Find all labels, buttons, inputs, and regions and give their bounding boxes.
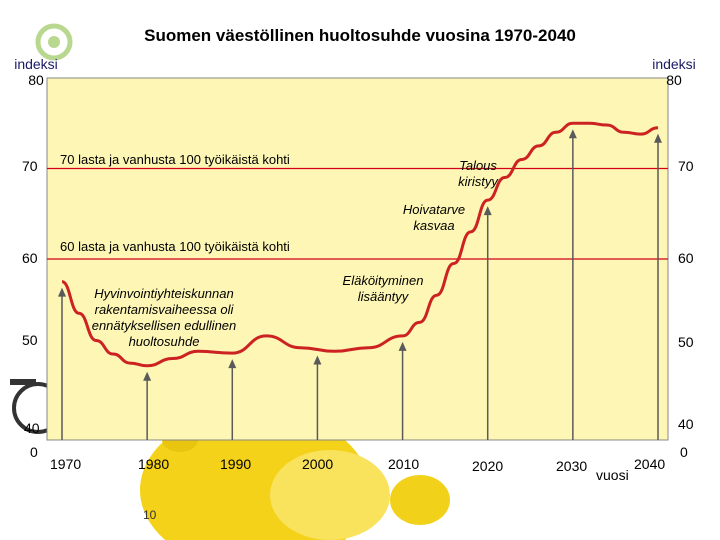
- y-label-right-text: indeksi: [652, 56, 696, 72]
- x-tick-1970: 1970: [50, 456, 82, 472]
- y-label-left-value: 80: [28, 72, 44, 88]
- annotation-hoivatarve: Hoivatarve kasvaa: [402, 202, 466, 233]
- annotation-talous: Talous kiristyy: [458, 158, 498, 189]
- ref-label-70: 70 lasta ja vanhusta 100 työikäistä kohti: [60, 152, 290, 167]
- y-tick-right-0: 0: [680, 444, 688, 460]
- y-tick-right-40: 40: [678, 416, 694, 432]
- x-tick-2040: 2040: [634, 456, 666, 472]
- annotation-elakoityminen: Eläköityminen lisääntyy: [342, 273, 424, 304]
- y-tick-right-70: 70: [678, 158, 694, 174]
- x-axis-unit: vuosi: [596, 467, 629, 483]
- x-tick-1980: 1980: [138, 456, 170, 472]
- y-tick-left-70: 70: [22, 158, 38, 174]
- y-tick-left-50: 50: [22, 332, 38, 348]
- x-tick-1990: 1990: [220, 456, 252, 472]
- x-tick-2000: 2000: [302, 456, 334, 472]
- y-tick-right-50: 50: [678, 334, 694, 350]
- extra-tick-10: 10: [143, 508, 157, 522]
- y-tick-left-40: 40: [24, 420, 40, 436]
- ref-label-60: 60 lasta ja vanhusta 100 työikäistä kohti: [60, 239, 290, 254]
- y-label-left: [10, 56, 62, 88]
- y-tick-right-60: 60: [678, 250, 694, 266]
- y-label-left-text: indeksi: [14, 56, 58, 72]
- x-tick-2010: 2010: [388, 456, 420, 472]
- x-tick-2030: 2030: [556, 458, 588, 474]
- x-tick-2020: 2020: [472, 458, 504, 474]
- y-tick-left-0: 0: [30, 444, 38, 460]
- y-label-right: [648, 56, 700, 88]
- y-tick-left-60: 60: [22, 250, 38, 266]
- annotation-hyvinvointi: Hyvinvointiyhteiskunnan rakentamisvaiheessa oli ennätyksellisen edullinen huoltosuhde: [91, 286, 237, 349]
- chart-title: Suomen väestöllinen huoltosuhde vuosina 1970-2040: [144, 26, 576, 45]
- y-label-right-value: 80: [666, 72, 682, 88]
